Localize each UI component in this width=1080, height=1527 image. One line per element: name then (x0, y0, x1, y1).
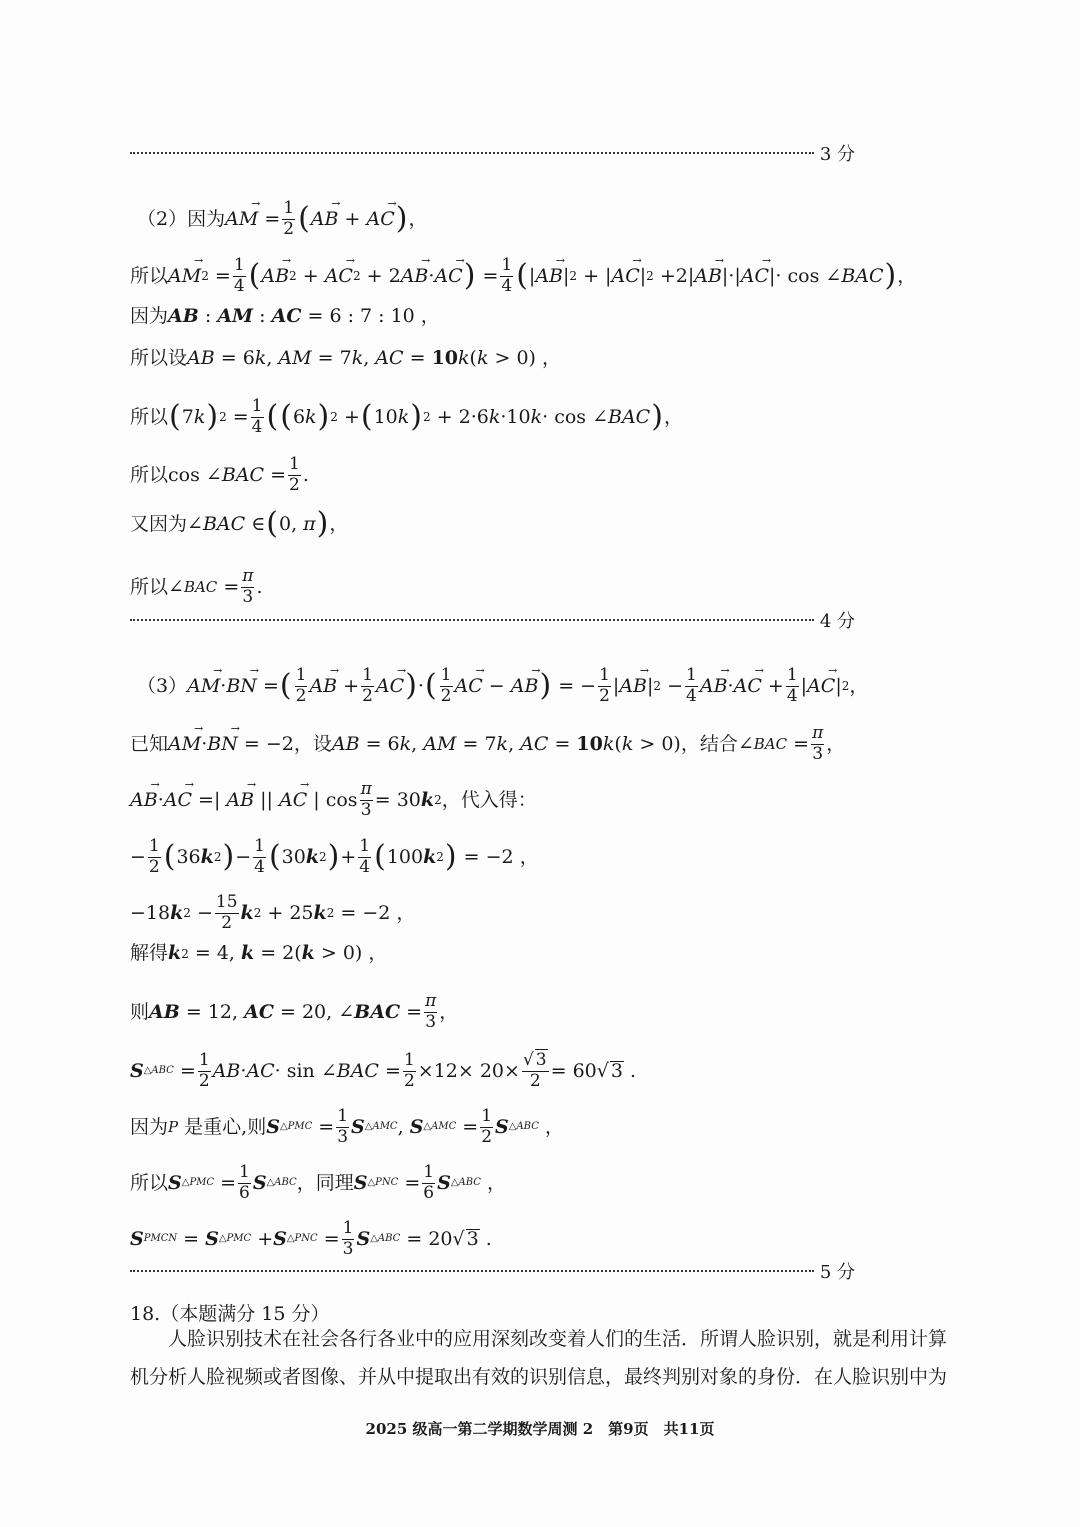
part2-line6: 所以 cos ∠ BAC = 1 2 . (130, 454, 309, 495)
part3-line5: −18 k 2 − 15 2 k 2 + 25 k 2 = −2 ， (130, 892, 416, 933)
part2-line8: 所以 ∠ BAC = π 3 . (130, 566, 263, 607)
part3-line11: S PMCN = S △PMC + S △PNC = 1 3 S △ABC = 20√ 3 . (130, 1218, 492, 1259)
score-3: 3 分 (819, 144, 855, 165)
part3-line9: 因为 P 是重心,则 S △PMC = 1 3 S △AMC , S △AMC = 1 2 S △ABC ， (130, 1106, 564, 1147)
score-line-5 (130, 1261, 855, 1281)
score-line-3 (130, 143, 855, 163)
q18-text: 人脸识别技术在社会各行各业中的应用深刻改变着人们的生活．所谓人脸识别，就是利用计算机分析人脸视频或者图像、并从中提取出有效的识别信息，最终判别对象的身份．在人脸识别中为 (130, 1328, 948, 1388)
score-4: 4 分 (819, 611, 855, 632)
part3-line8: S △ABC = 1 2 AB · AC · sin ∠ BAC = 1 2 ×12× 20× √ 3 2 = 60√ 3 . (130, 1050, 637, 1091)
score-5: 5 分 (819, 1262, 855, 1283)
part3-line6: 解得 k 2 = 4, k = 2( k > 0) ， (130, 942, 388, 964)
part2-line1: （2）因为 AM → = 1 2 ( AB → + AC → ) ， (137, 200, 427, 239)
part3-line10: 所以 S △PMC = 1 6 S △ABC ，同理 S △PNC = 1 6 S △ABC ， (130, 1162, 506, 1203)
part3-line3: AB → · AC → =| AB → || AC → | cos π 3 = 30 k 2 ，代入得： (130, 781, 537, 820)
score-line-4 (130, 610, 855, 630)
part2-line4: 所以设 AB = 6 k , AM = 7 k , AC = 10 k ( k > 0) ， (130, 347, 562, 369)
part2-line3: 因为 AB : AM : AC = 6 : 7 : 10 ， (130, 305, 440, 327)
part2-line7: 又因为 ∠ BAC ∈ ( 0, π ) ， (130, 506, 349, 541)
page-footer: 2025 级高一第二学期数学周测 2 第9页 共11页 (365, 1420, 715, 1438)
part2-line2: 所以 AM → 2 = 1 4 ( AB → 2 + AC → 2 + 2 AB → · AC → ) = 1 4 ( | AB → | 2 + | AC → | 2 +2| AB → |·| AC → |· cos ∠ BAC ) ， (130, 257, 916, 296)
part3-line1: （3） AM → · BN → = ( 1 2 AB → + 1 2 AC → ) · ( 1 2 AC → − AB → ) = − 1 2 | AB → | 2 − 1 4 AB → · AC → + 1 4 | AC → | 2 ， (137, 667, 868, 706)
part3-line2: 已知 AM → · BN → = −2 ，设 AB = 6 k , AM = 7 k , AC = 10 k ( k > 0) ，结合 ∠ BAC = π 3 ， (130, 725, 845, 764)
part2-line5: 所以 ( 7 k ) 2 = 1 4 ( ( 6 k ) 2 + ( 10 k ) 2 + 2·6 k ·10 k · cos ∠ BAC ) ， (130, 396, 683, 437)
part3-line7: 则 AB = 12, AC = 20, ∠ BAC = π 3 ， (130, 991, 459, 1032)
q18-title: 18.（本题满分 15 分） (130, 1303, 330, 1325)
part3-line4: − 1 2 ( 36 k 2 ) − 1 4 ( 30 k 2 ) + 1 4 ( 100 k 2 ) = −2 ， (130, 836, 539, 877)
